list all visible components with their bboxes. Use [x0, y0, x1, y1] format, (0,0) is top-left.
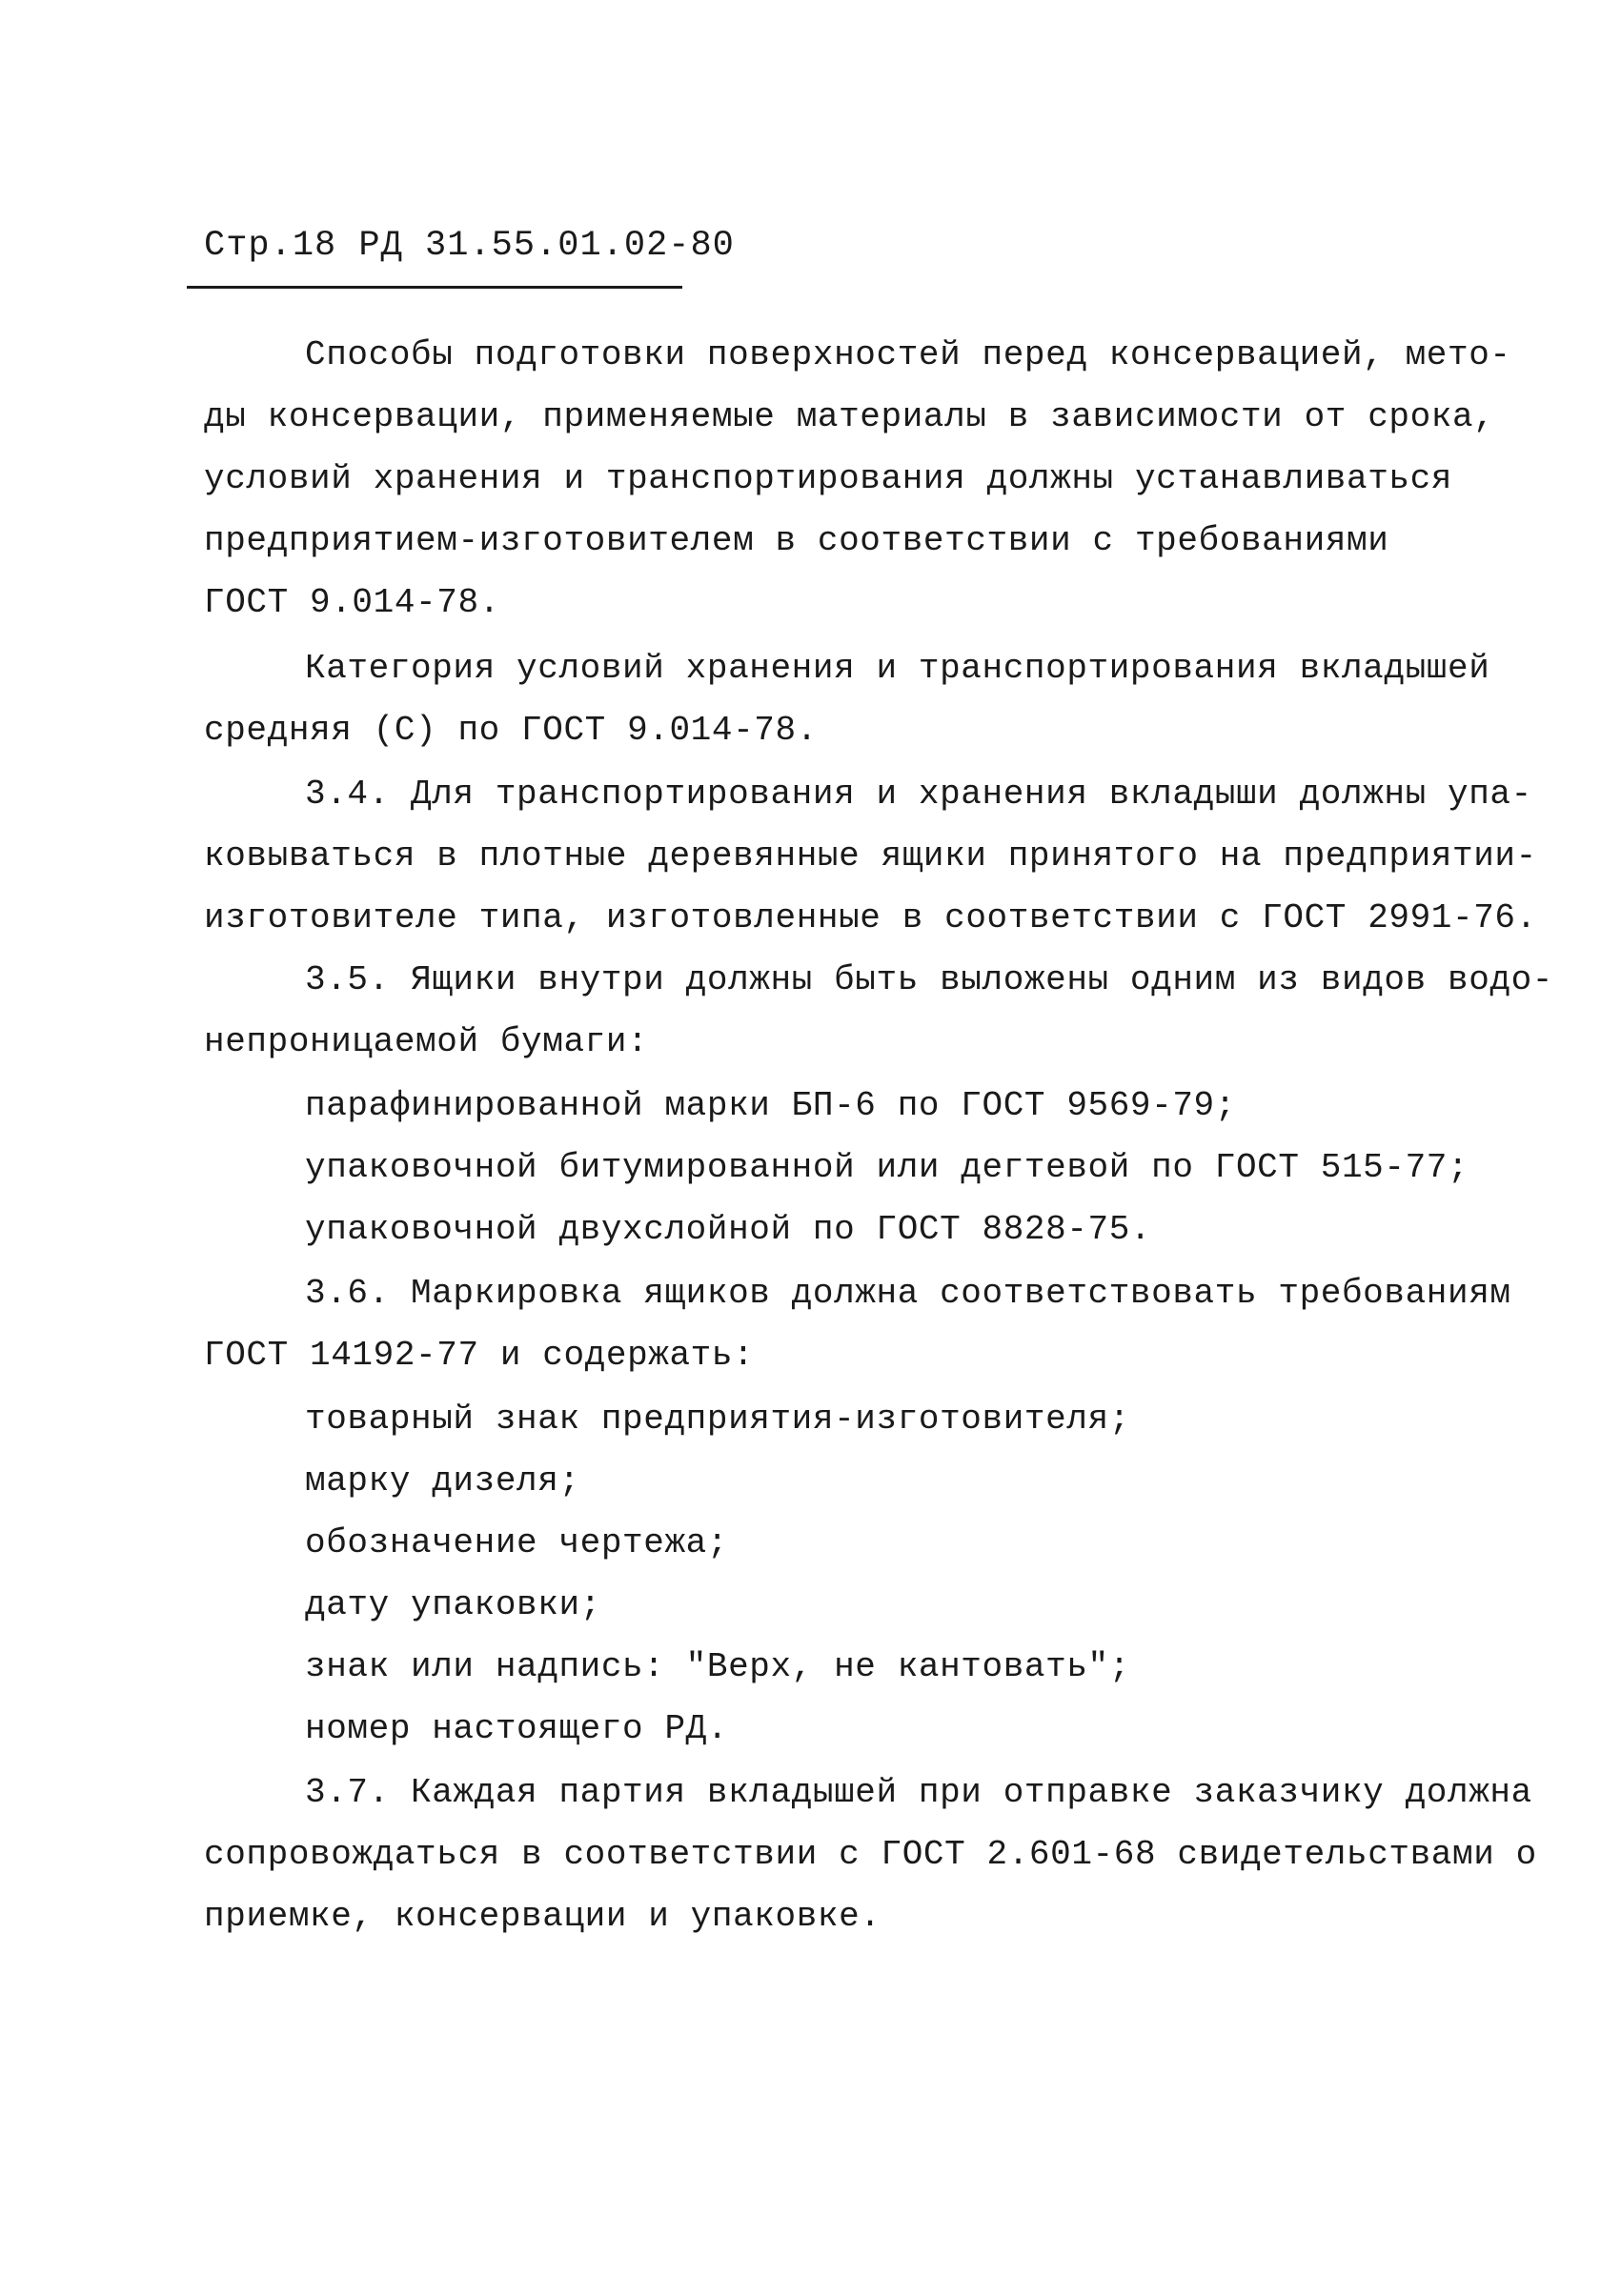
text-line: дату упаковки;	[305, 1585, 601, 1624]
text-line: 3.7. Каждая партия вкладышей при отправке заказчику должна	[305, 1773, 1532, 1812]
text-line: ды консервации, применяемые материалы в зависимости от срока,	[204, 397, 1495, 436]
text-line: Категория условий хранения и транспортирования вкладышей	[305, 649, 1490, 688]
text-line: товарный знак предприятия-изготовителя;	[305, 1400, 1130, 1439]
text-line: обозначение чертежа;	[305, 1523, 729, 1562]
text-line: марку дизеля;	[305, 1461, 580, 1500]
text-line: номер настоящего РД.	[305, 1709, 729, 1748]
text-line: упаковочной двухслойной по ГОСТ 8828-75.	[305, 1210, 1152, 1249]
text-line: предприятием-изготовителем в соответствии с требованиями	[204, 521, 1389, 560]
text-line: изготовителе типа, изготовленные в соответствии с ГОСТ 2991-76.	[204, 898, 1537, 937]
text-line: знак или надпись: "Верх, не кантовать";	[305, 1647, 1130, 1686]
text-line: 3.5. Ящики внутри должны быть выложены одним из видов водо-	[305, 960, 1554, 999]
text-line: парафинированной марки БП-6 по ГОСТ 9569-79;	[305, 1086, 1236, 1125]
page-header: Стр.18 РД 31.55.01.02-80	[204, 226, 735, 266]
text-line: условий хранения и транспортирования должны устанавливаться	[204, 459, 1453, 498]
text-line: непроницаемой бумаги:	[204, 1022, 649, 1061]
text-line: упаковочной битумированной или дегтевой по ГОСТ 515-77;	[305, 1148, 1469, 1187]
text-line: ковываться в плотные деревянные ящики принятого на предприятии-	[204, 836, 1537, 876]
text-line: 3.6. Маркировка ящиков должна соответствовать требованиям	[305, 1274, 1511, 1313]
text-line: приемке, консервации и упаковке.	[204, 1897, 881, 1936]
text-line: ГОСТ 9.014-78.	[204, 583, 500, 622]
text-line: 3.4. Для транспортирования и хранения вкладыши должны упа-	[305, 775, 1532, 814]
text-line: средняя (С) по ГОСТ 9.014-78.	[204, 711, 818, 750]
text-line: ГОСТ 14192-77 и содержать:	[204, 1336, 755, 1375]
text-line: сопровождаться в соответствии с ГОСТ 2.601-68 свидетельствами о	[204, 1835, 1537, 1874]
header-underline	[187, 286, 682, 289]
text-line: Способы подготовки поверхностей перед консервацией, мето-	[305, 335, 1511, 374]
